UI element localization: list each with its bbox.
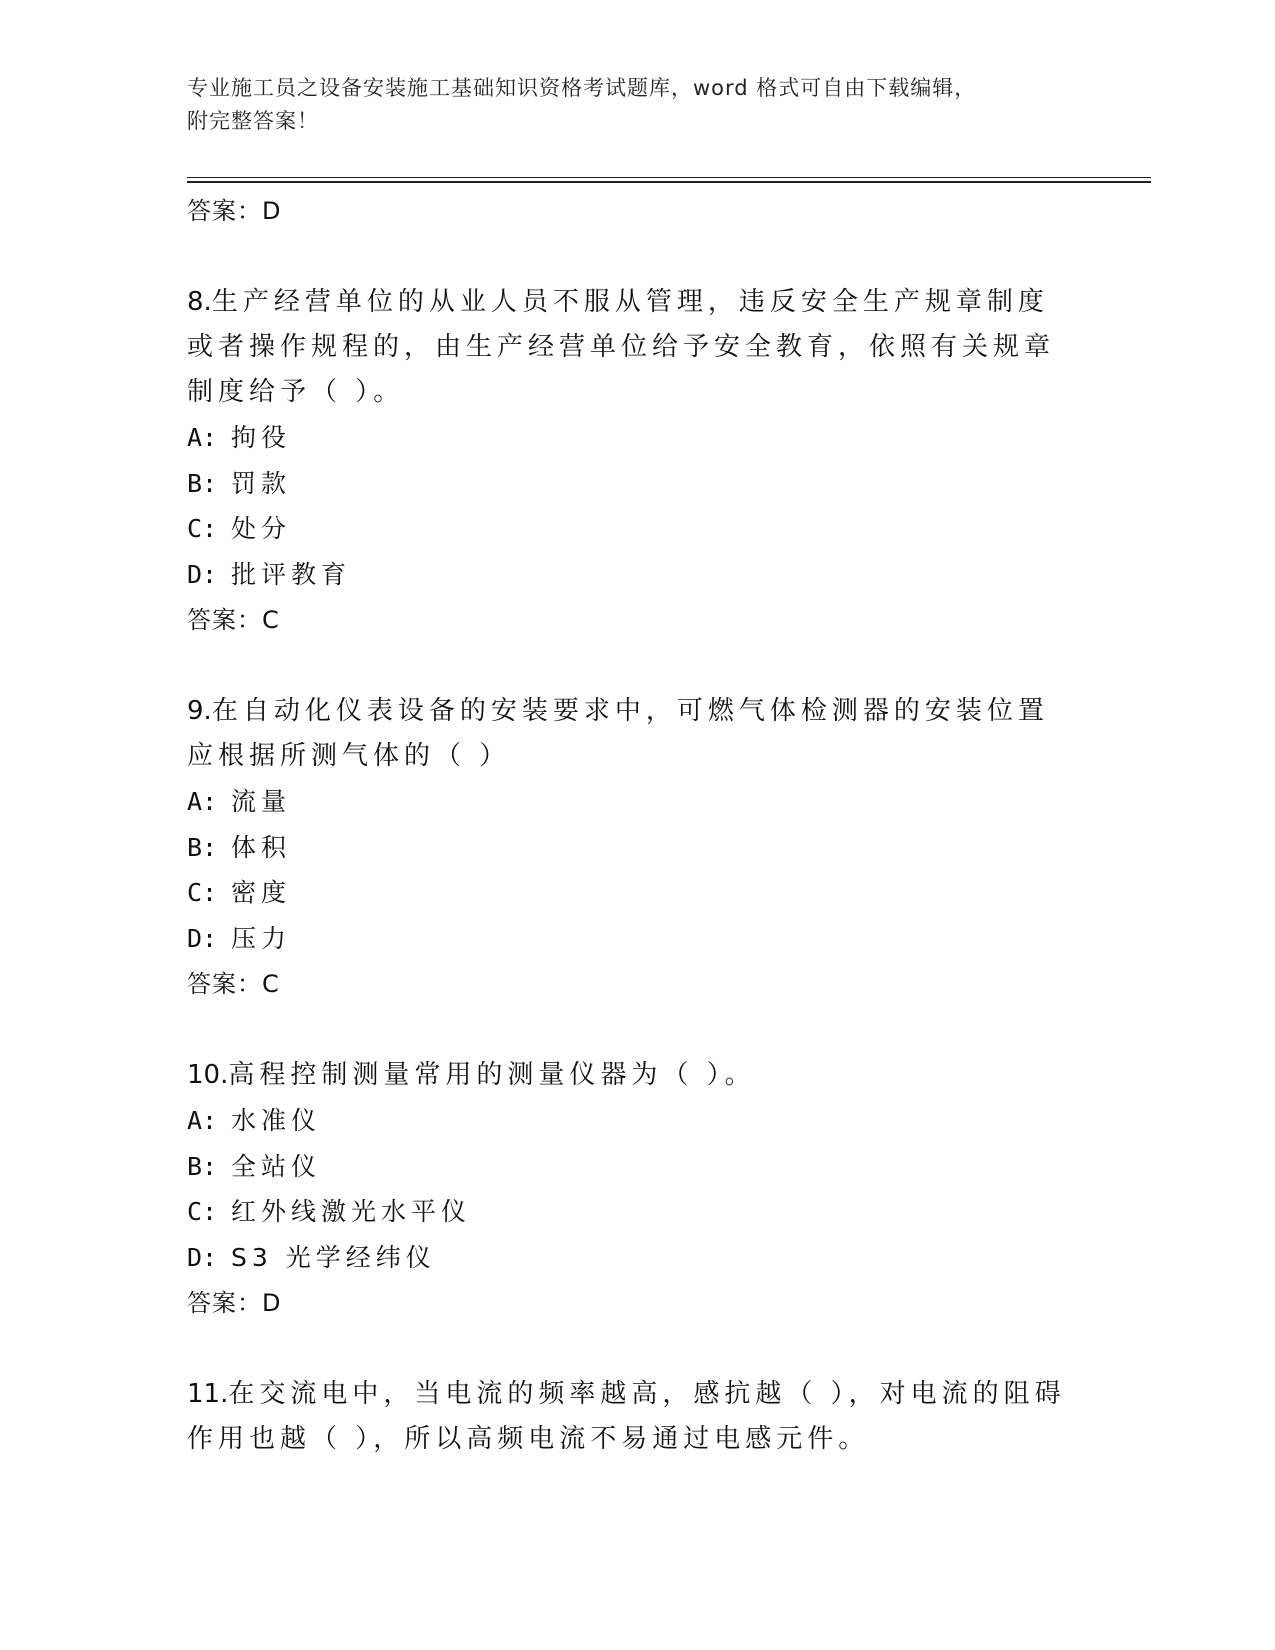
question-number: 10.	[187, 1060, 229, 1090]
option-text: 批评教育	[231, 559, 352, 589]
option-a	[187, 1098, 1067, 1144]
option-c	[187, 870, 1067, 916]
option-b	[187, 461, 1067, 507]
option-text: 水准仪	[231, 1106, 322, 1135]
option-text: 体积	[231, 832, 292, 862]
option-key: C:	[187, 514, 218, 543]
option-key: A:	[187, 1106, 218, 1135]
answer-line: 答案：C	[187, 970, 280, 998]
option-d	[187, 552, 1067, 598]
question-10	[187, 1053, 1067, 1326]
option-text: 拘役	[231, 423, 292, 452]
option-d	[187, 1235, 1067, 1281]
option-text: 全站仪	[231, 1151, 322, 1181]
option-key: A:	[187, 423, 218, 452]
option-text: 流量	[231, 787, 292, 816]
question-number: 11.	[187, 1379, 229, 1409]
document-body	[187, 188, 1067, 1462]
option-text: 密度	[231, 878, 292, 907]
option-key: D:	[187, 559, 218, 589]
answer-line: 答案：D	[187, 1289, 282, 1317]
option-key: C:	[187, 1197, 218, 1226]
option-b	[187, 1144, 1067, 1190]
option-key: B:	[187, 468, 218, 498]
option-key: D:	[187, 923, 218, 953]
question-9	[187, 689, 1067, 1007]
option-key: D:	[187, 1242, 218, 1272]
option-a	[187, 415, 1067, 461]
question-stem	[187, 689, 1067, 779]
option-text: 罚款	[231, 468, 292, 498]
question-11	[187, 1372, 1067, 1462]
question-stem	[187, 280, 1067, 415]
option-key: A:	[187, 787, 218, 816]
page-header	[187, 72, 1067, 138]
question-number: 8.	[187, 287, 212, 317]
question-text: 在交流电中，当电流的频率越高，感抗越（ ），对电流的阻碍作用也越（ ），所以高频电流不易通过电感元件。	[187, 1379, 1066, 1454]
option-key: B:	[187, 832, 218, 862]
header-line-2: 附完整答案！	[187, 109, 319, 133]
question-number: 9.	[187, 696, 212, 726]
option-c	[187, 1189, 1067, 1235]
option-text: 红外线激光水平仪	[231, 1197, 472, 1226]
option-text: 压力	[231, 923, 292, 953]
option-text: 处分	[231, 514, 292, 543]
header-rule-thick	[187, 181, 1151, 183]
question-text: 在自动化仪表设备的安装要求中，可燃气体检测器的安装位置应根据所测气体的（ ）	[187, 696, 1049, 771]
option-key: C:	[187, 878, 218, 907]
header-rule-thin	[187, 177, 1151, 178]
answer-line: 答案：D	[187, 197, 282, 225]
option-text: S3 光学经纬仪	[231, 1242, 436, 1272]
option-a	[187, 779, 1067, 825]
option-c	[187, 506, 1067, 552]
option-b	[187, 825, 1067, 871]
question-stem	[187, 1372, 1067, 1462]
question-8	[187, 280, 1067, 643]
option-d	[187, 916, 1067, 962]
question-text: 高程控制测量常用的测量仪器为（ ）。	[228, 1060, 756, 1090]
answer-line: 答案：C	[187, 606, 280, 634]
option-key: B:	[187, 1151, 218, 1181]
question-stem	[187, 1053, 1067, 1098]
question-text: 生产经营单位的从业人员不服从管理，违反安全生产规章制度或者操作规程的，由生产经营单位给予安全教育，依照有关规章制度给予（ ）。	[187, 287, 1056, 407]
header-line-1: 专业施工员之设备安装施工基础知识资格考试题库，word 格式可自由下载编辑，	[187, 76, 977, 100]
